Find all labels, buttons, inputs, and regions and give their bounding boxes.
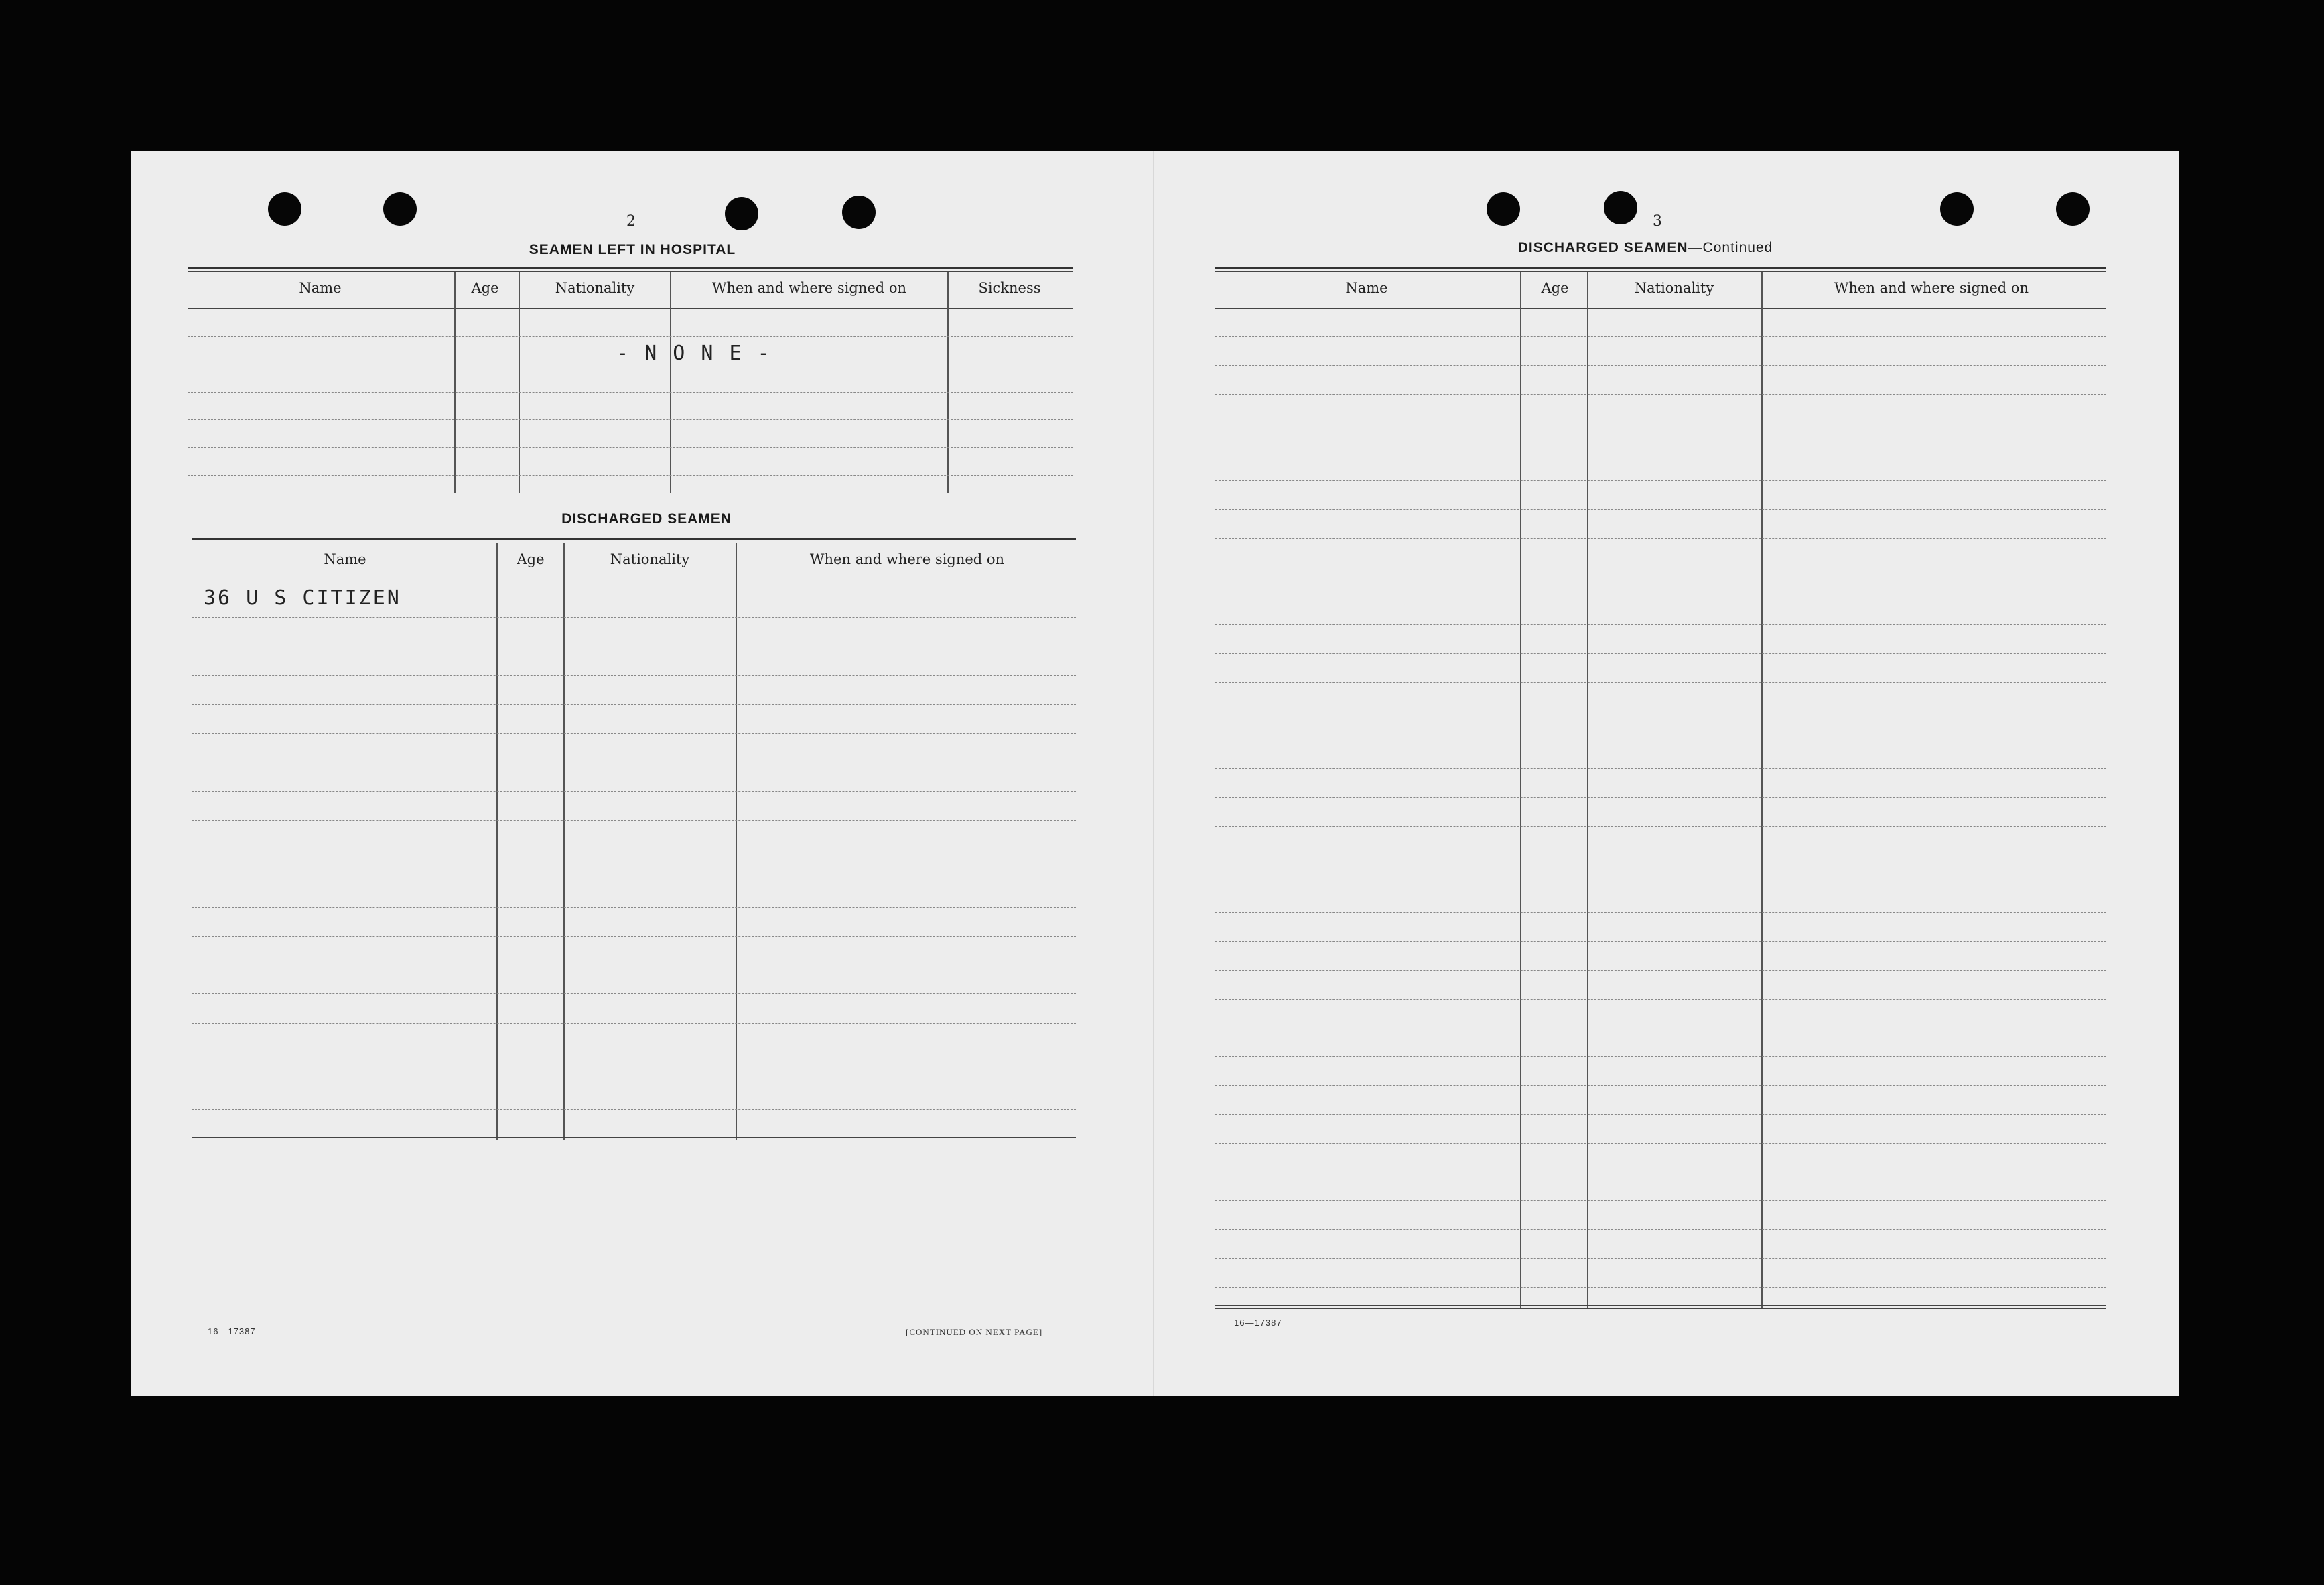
punch-hole: [2056, 192, 2090, 226]
continued-header-signed-on: When and where signed on: [1834, 280, 2029, 296]
punch-hole: [1604, 191, 1637, 224]
punch-hole: [725, 197, 758, 230]
discharged-entry: 36 U S CITIZEN: [204, 586, 401, 610]
discharged-header-signed-on: When and where signed on: [809, 551, 1005, 567]
punch-hole: [1487, 192, 1520, 226]
discharged-section-title: DISCHARGED SEAMEN: [561, 511, 732, 527]
continued-on-next-page: [CONTINUED ON NEXT PAGE]: [906, 1327, 1043, 1337]
discharged-header-age: Age: [517, 551, 545, 567]
right-section-title-suffix: —Continued: [1688, 240, 1773, 255]
left-page-number: 2: [626, 213, 636, 230]
right-form-number: 16—17387: [1234, 1318, 1282, 1328]
discharged-continued-table: [1215, 267, 2106, 1312]
punch-hole: [1940, 192, 1974, 226]
hospital-header-nationality: Nationality: [555, 280, 635, 296]
punch-hole: [842, 196, 876, 229]
hospital-header-name: Name: [299, 280, 342, 296]
continued-header-name: Name: [1345, 280, 1388, 296]
hospital-header-sickness: Sickness: [978, 280, 1041, 296]
continued-header-nationality: Nationality: [1634, 280, 1714, 296]
left-form-number: 16—17387: [208, 1326, 256, 1336]
punch-hole: [383, 192, 417, 226]
hospital-header-age: Age: [471, 280, 499, 296]
punch-hole: [268, 192, 301, 226]
hospital-section-title: SEAMEN LEFT IN HOSPITAL: [529, 242, 736, 257]
continued-header-age: Age: [1541, 280, 1569, 296]
right-page-number: 3: [1653, 213, 1662, 230]
document-sheet: [131, 151, 2179, 1396]
hospital-header-signed-on: When and where signed on: [711, 280, 907, 296]
discharged-table: [192, 538, 1076, 1208]
page-fold: [1153, 151, 1154, 1396]
hospital-none-entry: - N O N E -: [616, 342, 772, 365]
discharged-header-nationality: Nationality: [610, 551, 690, 567]
right-section-title: [1518, 240, 1773, 256]
discharged-header-name: Name: [324, 551, 366, 567]
right-section-title-main: DISCHARGED SEAMEN: [1517, 240, 1688, 255]
